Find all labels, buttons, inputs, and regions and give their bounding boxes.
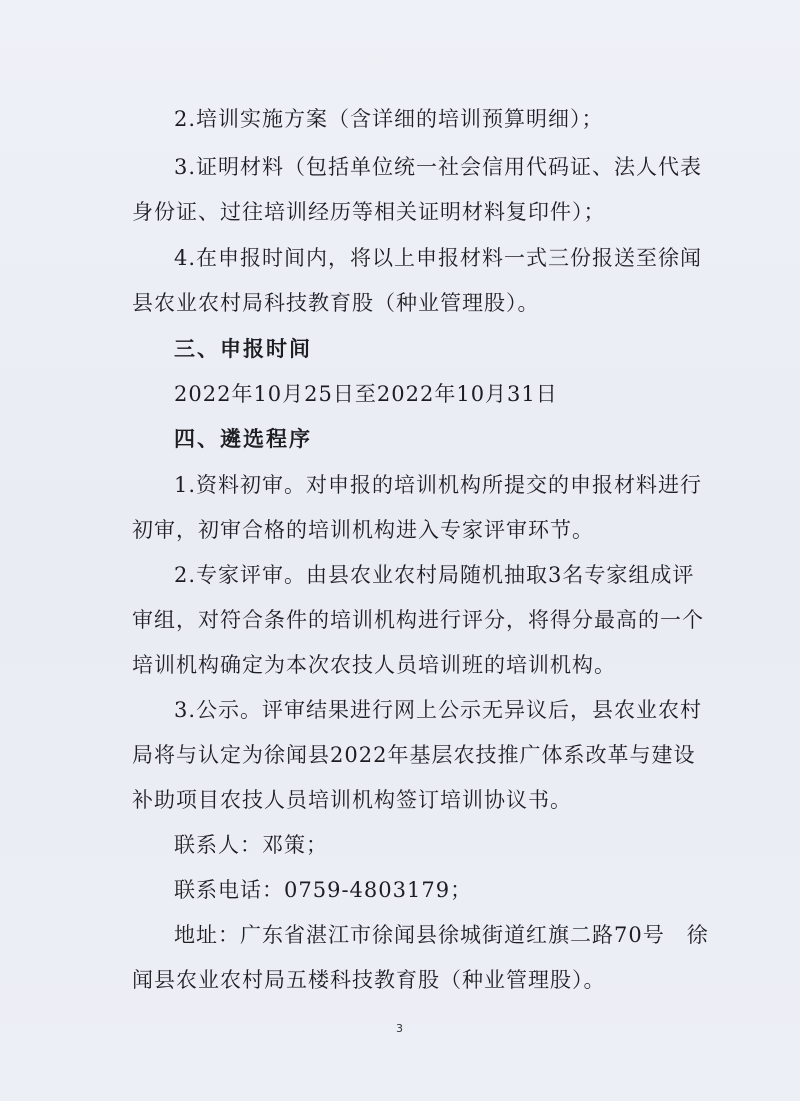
paragraph-line: 审组，对符合条件的培训机构进行评分，将得分最高的一个 [132, 608, 704, 632]
section-heading: 三、申报时间 [174, 337, 312, 361]
paragraph-line: 2022年10月25日至2022年10月31日 [174, 382, 558, 406]
paragraph-line: 3.公示。评审结果进行网上公示无异议后，县农业农村 [174, 698, 703, 722]
paragraph-line: 县农业农村局科技教育股（种业管理股）。 [132, 291, 540, 315]
address-line: 闻县农业农村局五楼科技教育股（种业管理股）。 [132, 968, 606, 992]
paragraph-line: 培训机构确定为本次农技人员培训班的培训机构。 [132, 653, 616, 677]
paragraph-line: 2.培训实施方案（含详细的培训预算明细）； [174, 107, 604, 131]
contact-person: 联系人：邓策； [174, 833, 328, 857]
address-line: 地址：广东省湛江市徐闻县徐城街道红旗二路70号 徐 [174, 923, 709, 947]
paragraph-line: 2.专家评审。由县农业农村局随机抽取3名专家组成评 [174, 563, 695, 587]
paragraph-line: 3.证明材料（包括单位统一社会信用代码证、法人代表 [174, 155, 703, 179]
contact-phone: 联系电话：0759-4803179； [174, 878, 473, 902]
paragraph-line: 初审，初审合格的培训机构进入专家评审环节。 [132, 518, 594, 542]
paragraph-line: 4.在申报时间内，将以上申报材料一式三份报送至徐闻 [174, 246, 703, 270]
paragraph-line: 局将与认定为徐闻县2022年基层农技推广体系改革与建设 [132, 743, 696, 767]
page-number: 3 [396, 1022, 403, 1035]
section-heading: 四、遴选程序 [174, 427, 312, 451]
paragraph-line: 补助项目农技人员培训机构签订培训协议书。 [132, 788, 572, 812]
paragraph-line: 身份证、过往培训经历等相关证明材料复印件）； [132, 200, 606, 224]
paragraph-line: 1.资料初审。对申报的培训机构所提交的申报材料进行 [174, 473, 703, 497]
